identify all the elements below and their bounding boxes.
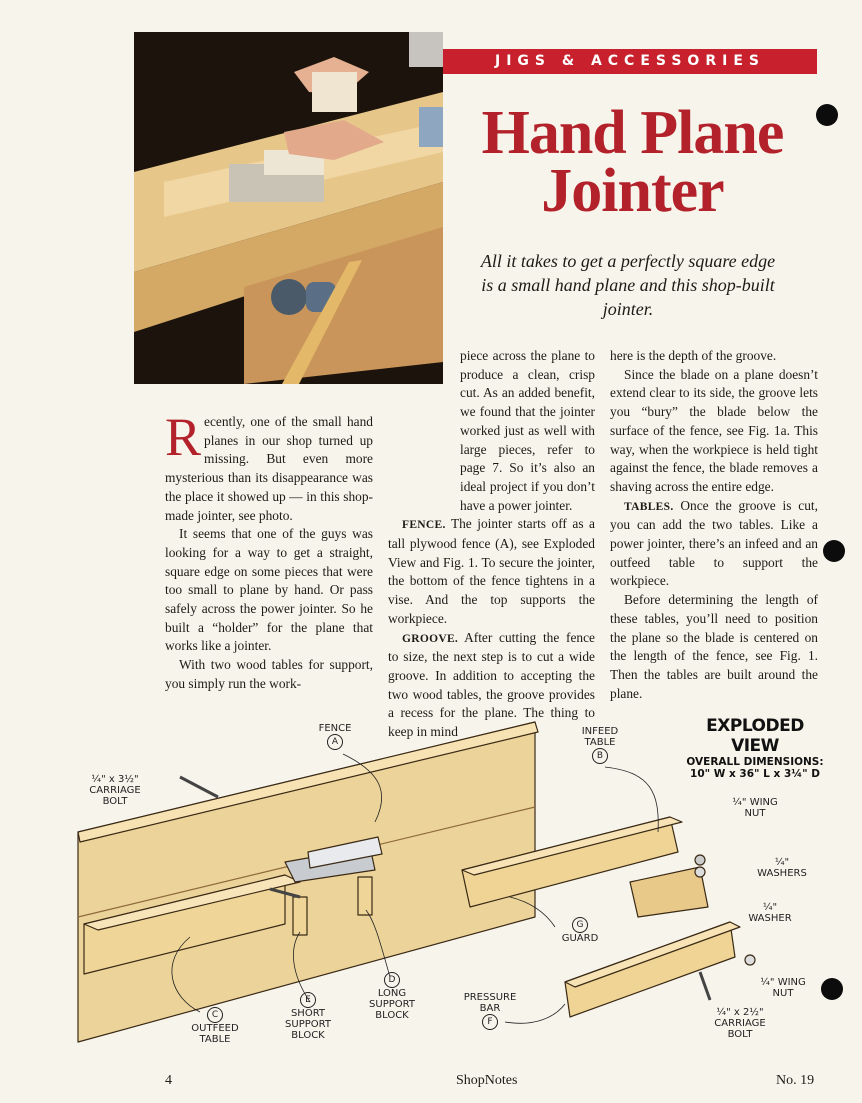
label-short-support-block: E SHORT SUPPORT BLOCK: [278, 992, 338, 1041]
label-washers: ¼" WASHERS: [757, 857, 807, 879]
label-long-support-block: D LONG SUPPORT BLOCK: [362, 972, 422, 1021]
label-guard: G GUARD: [550, 917, 610, 944]
paragraph: piece across the plane to produce a clean, crisp cut. As an added benefit, we found that the jointer worked just as well with large pieces, refer to page 7. So it’s also an ideal project if you don’t have a power jointer.: [460, 348, 595, 513]
binder-hole-middle: [823, 540, 845, 562]
page-number: 4: [165, 1073, 172, 1088]
groove-paragraph: GROOVE. After cutting the fence to size, the next step is to cut a wide groove. In addition to accepting the two wood tables, the groove provides a recess for the plane. The thing to keep in mind: [388, 629, 595, 740]
binder-hole-top: [816, 104, 838, 126]
publication-name: ShopNotes: [456, 1073, 518, 1088]
intro-paragraph: Recently, one of the small hand planes in our shop turned up missing. But even more mysterious than its disappearance was the place it showed up — in this shop-made jointer, see photo.: [165, 407, 373, 523]
label-wing-nut-bottom: ¼" WING NUT: [760, 977, 806, 999]
label-outfeed-table: C OUTFEED TABLE: [185, 1007, 245, 1045]
label-carriage-bolt-bottom: ¼" x 2½" CARRIAGE BOLT: [714, 1007, 766, 1040]
paragraph: It seems that one of the guys was looking for a way to get a straight, square edge on some pieces that were too small to plane by hand. Or pass safely across the power jointer. So he built a “holder” for the plane that works like a jointer.: [165, 526, 373, 654]
label-fence: FENCE A: [300, 723, 370, 750]
title-line-1: Hand Plane: [481, 99, 784, 167]
hero-photo: [134, 32, 443, 384]
exploded-view-title: EXPLODED VIEW: [706, 716, 804, 756]
section-banner: JIGS & ACCESSORIES: [443, 49, 817, 74]
paragraph: With two wood tables for support, you simply run the work-: [165, 657, 373, 691]
article-subtitle: All it takes to get a perfectly square edge is a small hand plane and this shop-built jointer.: [480, 251, 776, 319]
issue-number: No. 19: [776, 1073, 815, 1088]
drop-cap: R: [165, 407, 202, 467]
article-title: [445, 99, 820, 225]
label-carriage-bolt-top: ¼" x 3½" CARRIAGE BOLT: [89, 774, 141, 807]
label-wing-nut-top: ¼" WING NUT: [732, 797, 778, 819]
paragraph: Before determining the length of these tables, you’ll need to position the plane so the blade is centered on the length of the fence, see Fig. 1. Then the tables are built around the plane.: [610, 592, 818, 701]
dimensions-value: 10" W x 36" L x 3¼" D: [690, 768, 820, 780]
fence-paragraph: FENCE. The jointer starts off as a tall plywood fence (A), see Exploded View and Fig. 1. To secure the jointer, the bottom of the fence tightens in a vise. And the top supports the workpiece.: [388, 516, 596, 626]
dimensions-label: OVERALL DIMENSIONS:: [686, 756, 824, 768]
title-line-2: Jointer: [541, 157, 724, 225]
label-pressure-bar: PRESSURE BAR F: [455, 992, 525, 1030]
text-column-3: [610, 347, 818, 703]
exploded-view-heading: [680, 716, 830, 780]
label-infeed-table: INFEED TABLE B: [570, 726, 630, 764]
label-washer: ¼" WASHER: [748, 902, 792, 924]
paragraph: here is the depth of the groove.: [610, 348, 777, 363]
text-column-1: [165, 407, 373, 694]
paragraph: Since the blade on a plane doesn’t extend clear to its side, the groove lets you “bury” the blade below the surface of the fence, see Fig. 1a. This way, when the workpiece is held tight against the fence, the blade removes a shaving across the entire edge.: [610, 366, 818, 494]
tables-paragraph: TABLES. Once the groove is cut, you can add the two tables. Like a power jointer, there’s an infeed and an outfeed table to support the workpiece.: [610, 497, 818, 589]
text-column-2: [388, 347, 595, 742]
